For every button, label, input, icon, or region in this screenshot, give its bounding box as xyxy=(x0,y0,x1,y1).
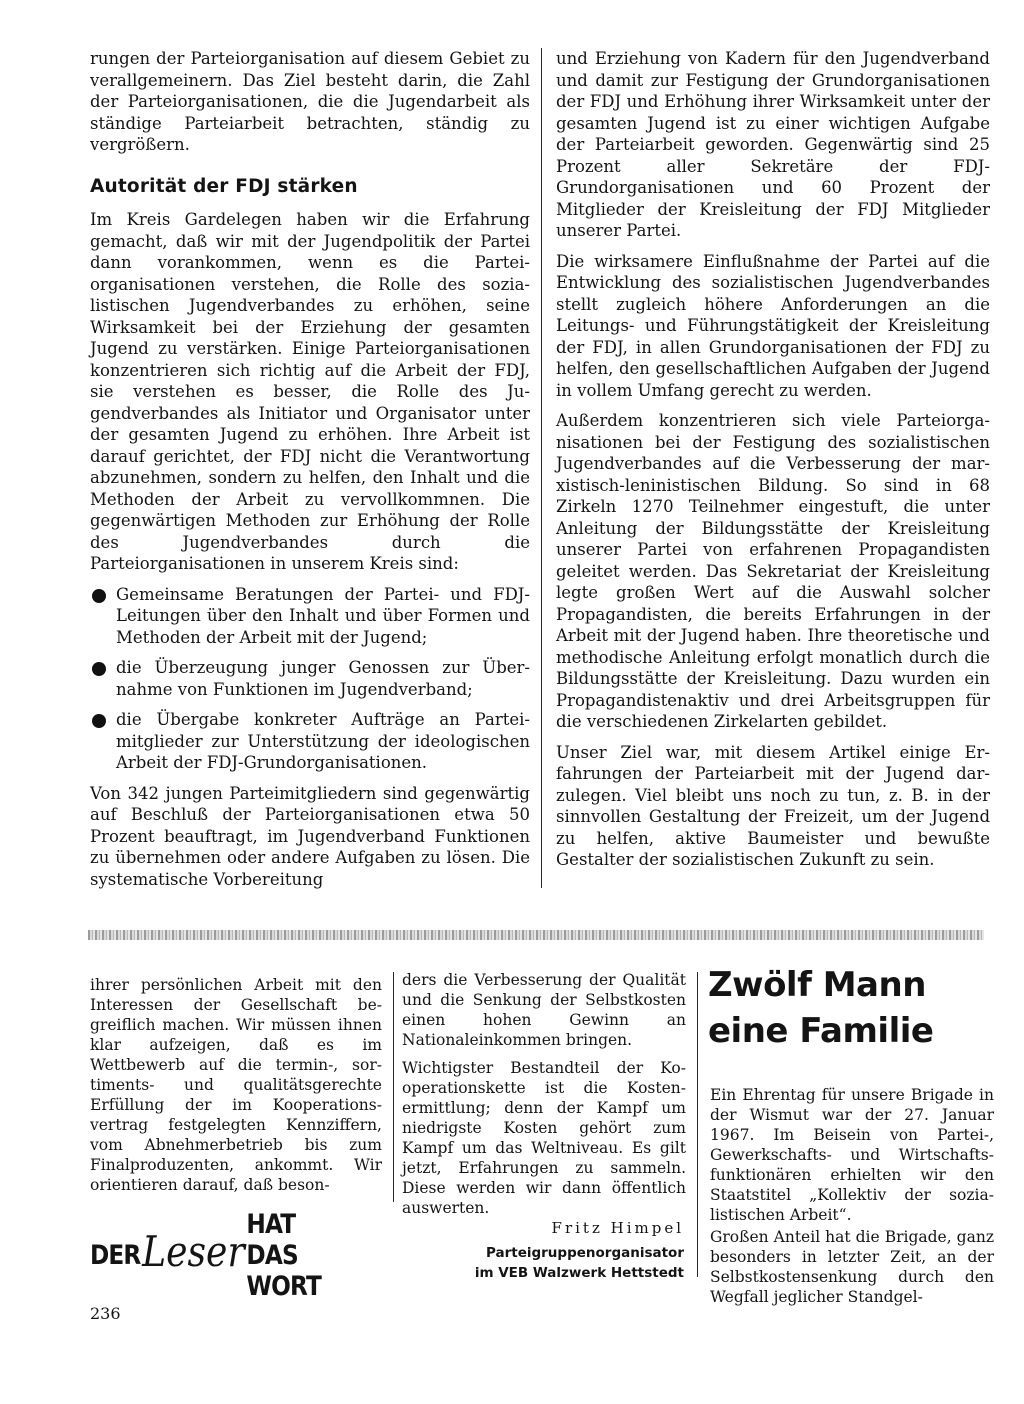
reader-letter-paragraph-3: Wichtigster Bestandteil der Kooperationskette ist die Kostenermittlung; denn der Kampf um niedrigste Kosten gehört zum Kampf um das Weltniveau. Es gilt jetzt, Erfahrungen zu sammeln. Diese werden wir dann öffentlich auswerten. xyxy=(402,1059,686,1217)
author-role xyxy=(402,1243,684,1283)
author-role-line-1: Parteigruppenorganisator xyxy=(485,1245,684,1261)
headline-line-2: eine Familie xyxy=(708,1011,934,1051)
reader-section-logo xyxy=(90,1208,348,1302)
right-paragraph-3: Außerdem konzentrieren sich viele Parteiorganisationen bei der Festigung des sozialistischen Jugendverbandes auf die Verbesserung der marxistisch-leninistischen Bildung. So sind in 68 Zirkeln 1270 Teilnehmer eingestuft, die unter Anleitung der Bildungsstätte der Kreisleitung unserer Partei von erfahrenen Propagandisten geleitet werden. Das Sekretariat der Kreisleitung legte großen Wert auf die Auswahl solcher Propagandisten, die bereits Erfahrungen in der Arbeit mit der Jugend haben. Ihre theoretische und methodische Anleitung erfolgt monatlich durch die Bildungsstätte der Kreisleitung. Dazu wurden ein Propagandistenaktiv und drei Arbeitsgruppen für die verschiedenen Zirkelarten gebildet. xyxy=(556,411,990,731)
column-divider xyxy=(541,48,542,888)
section-divider xyxy=(88,930,984,940)
reader-letter-paragraph-2: ders die Verbesserung der Qualität und die Senkung der Selbstkosten einen hohen Gewinn an Nationaleinkommen bringen. xyxy=(402,971,686,1049)
right-paragraph-1: und Erziehung von Kadern für den Jugendverband und damit zur Festigung der Grundorganisationen der FDJ und Erhöhung ihrer Wirksamkeit unter der gesamten Jugend ist zu einer wichtigen Aufgabe der Parteiarbeit geworden. Gegenwärtig sind 25 Prozent aller Sekretäre der FDJ-Grundorganisationen und 60 Prozent der Mitglieder der Kreisleitung der FDJ Mitglieder unserer Partei. xyxy=(556,49,990,240)
right-paragraph-2: Die wirksamere Einflußnahme der Partei auf die Entwicklung des sozialistischen Jugendverbandes stellt zugleich höhere Anforderungen an die Leitungs- und Führungstätigkeit der Kreisleitung der FDJ, in allen Grundorganisationen der FDJ zu helfen, den gesellschaftlichen Aufgaben der Jugend in vollem Umfang gerecht zu werden. xyxy=(556,251,990,400)
article-headline xyxy=(708,962,998,1054)
brigade-paragraph-2: Großen Anteil hat die Brigade, ganz besonders in letzter Zeit, an der Selbstkostensenkung durch den Wegfall jeglicher Standgel- xyxy=(710,1228,994,1306)
right-paragraph-4: Unser Ziel war, mit diesem Artikel einige Erfahrungen der Parteiarbeit mit der Jugend darzulegen. Viel bleibt uns noch zu tun, z. B. in der sinnvollen Gestaltung der Freizeit, um der Jugend zu helfen, aktive Baumeister und bewußte Gestalter der sozialistischen Zukunft zu sein. xyxy=(556,742,990,869)
reader-letter-column-2 xyxy=(402,970,686,1226)
headline-line-1: Zwölf Mann xyxy=(708,965,926,1005)
column-divider-bottom-2 xyxy=(697,972,698,1277)
bullet-item-2: die Überzeugung junger Genossen zur Übernahme von Funktionen im Jugendverband; xyxy=(90,657,530,700)
right-article-column xyxy=(556,48,990,880)
bullet-item-3: die Übergabe konkreter Aufträge an Parteimitglieder zur Unterstützung der ideologischen Arbeit der FDJ-Grundorganisationen. xyxy=(90,709,530,774)
logo-text-hat-das-wort: HAT DAS WORT xyxy=(246,1208,322,1302)
author-name: Fritz Himpel xyxy=(551,1219,684,1237)
left-paragraph-2: Im Kreis Gardelegen haben wir die Erfahrung gemacht, daß wir mit der Jugendpolitik der Partei dann vorankommen, wenn es die Parteiorganisationen verstehen, die Rolle des sozialistischen Jugendverbandes zu erhöhen, seine Wirksamkeit bei der Erziehung der gesamten Jugend zu verstärken. Einige Parteiorganisationen konzentrieren sich richtig auf die Arbeit der FDJ, sie verstehen es besser, die Rolle des Jugendverbandes als Initiator und Organisator unter der gesamten Jugend zu erhöhen. Ihre Arbeit ist darauf gerichtet, der FDJ nicht die Verantwortung abzunehmen, sondern zu helfen, den Inhalt und die Methoden der Arbeit zu vervollkommnen. Die gegenwärtigen Methoden zur Erhöhung der Rolle des Jugendverbandes durch die Parteiorganisationen in unserem Kreis sind: xyxy=(90,210,530,573)
page-number: 236 xyxy=(90,1304,121,1323)
section-subheading: Autorität der FDJ stärken xyxy=(90,175,358,197)
column-divider-bottom-1 xyxy=(393,972,394,1202)
logo-text-der: DER xyxy=(90,1239,141,1271)
left-article-column xyxy=(90,48,530,899)
left-paragraph-1: rungen der Parteiorganisation auf diesem Gebiet zu verallgemeinern. Das Ziel besteht darin, die Zahl der Parteiorganisationen, die die Jugendarbeit als ständige Parteiarbeit betrachten, ständig zu vergrößern. xyxy=(90,49,530,154)
brigade-paragraph-1: Ein Ehrentag für unsere Brigade in der Wismut war der 27. Januar 1967. Im Beisein von Partei-, Gewerkschafts- und Wirtschaftsfunktionären erhielten wir den Staatstitel „Kollektiv der sozialistischen Arbeit“. xyxy=(710,1086,994,1224)
reader-letter-column-1 xyxy=(90,975,382,1203)
left-paragraph-3: Von 342 jungen Parteimitgliedern sind gegenwärtig auf Beschluß der Parteiorganisationen etwa 50 Prozent beauftragt, im Jugendverband Funktionen zu übernehmen oder andere Aufgaben zu lösen. Die systematische Vorbereitung xyxy=(90,783,530,889)
reader-letter-paragraph-1: ihrer persönlichen Arbeit mit den Interessen der Gesellschaft begreiflich machen. Wir müssen ihnen klar aufzeigen, daß es im Wettbewerb auf die termin-, sortiments- und qualitätsgerechte Erfüllung der im Kooperationsvertrag festgelegten Kennziffern, vom Abnehmerbetrieb bis zum Finalproduzenten, ankommt. Wir orientieren darauf, daß beson- xyxy=(90,976,382,1194)
bullet-item-1: Gemeinsame Beratungen der Partei- und FDJ-Leitungen über den Inhalt und über Formen und Methoden der Arbeit mit der Jugend; xyxy=(90,584,530,649)
brigade-article-column xyxy=(710,1085,994,1315)
logo-script-leser: Leser xyxy=(142,1226,245,1276)
author-role-line-2: im VEB Walzwerk Hettstedt xyxy=(474,1265,684,1281)
